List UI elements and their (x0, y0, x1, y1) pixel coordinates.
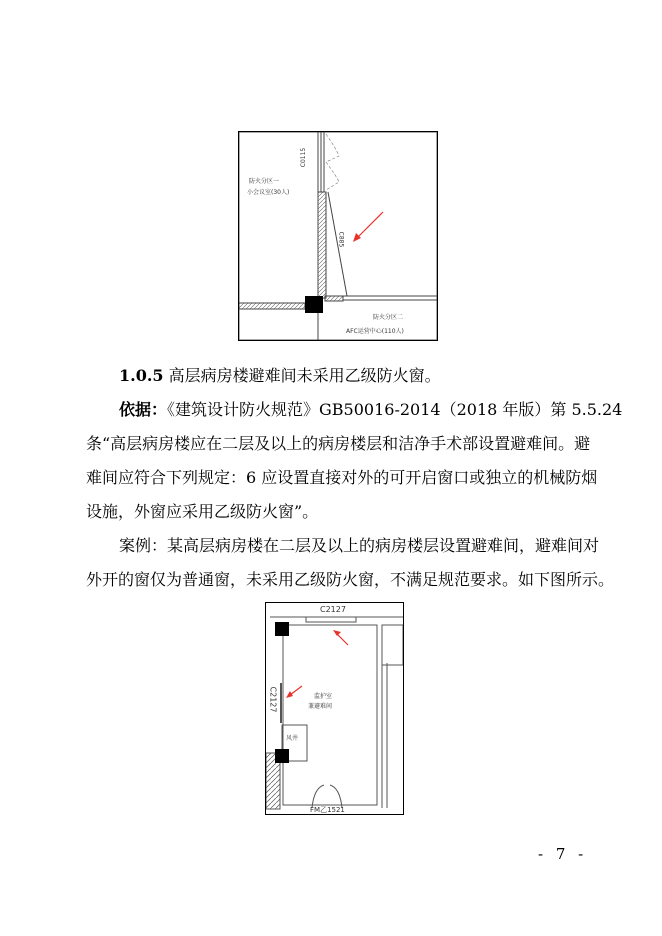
basis-line-2: 条“高层病房楼应在二层及以上的病房楼层和洁净手术部设置避难间。避 (86, 434, 591, 453)
basis-line-1 (119, 400, 623, 420)
zone1-room: 小会议室(30人) (247, 189, 290, 196)
door-label: C885 (337, 231, 345, 248)
basis-line-4: 设施，外窗应采用乙级防火窗”。 (86, 502, 319, 521)
section-title: 高层病房楼避难间未采用乙级防火窗。 (168, 366, 441, 385)
shaft-label: 风井 (286, 735, 299, 742)
room-use: 兼避难间 (308, 703, 333, 710)
zone1-name: 防火分区一 (249, 178, 280, 185)
basis-label: 依据： (119, 400, 168, 419)
case-line-1: 案例：某高层病房楼在二层及以上的病房楼层设置避难间，避难间对 (119, 536, 600, 555)
window-left-label: C2127 (268, 686, 278, 713)
figure-floor-plan-1 (238, 131, 438, 341)
basis-line-3: 难间应符合下列规定：6 应设置直接对外的可开启窗口或独立的机械防烟 (86, 468, 598, 487)
section-number: 1.0.5 (119, 366, 164, 385)
window-top-label: C2127 (320, 605, 346, 614)
door-label-2: FM乙1521 (310, 806, 345, 814)
section-heading (119, 366, 581, 386)
floor-plan-drawing-2 (266, 603, 403, 814)
case-line-2: 外开的窗仅为普通窗，未采用乙级防火窗，不满足规范要求。如下图所示。 (86, 570, 615, 589)
figure-floor-plan-2 (265, 602, 404, 815)
room-name: 监护室 (314, 693, 333, 700)
zone2-room: AFC运营中心(110人) (346, 328, 404, 335)
basis-text-1: 《建筑设计防火规范》GB50016-2014（2018 年版）第 5.5.24 (167, 400, 623, 419)
page-number: - 7 - (538, 845, 588, 863)
zone2-name: 防火分区二 (373, 314, 404, 321)
window-label: C0115 (300, 147, 308, 168)
